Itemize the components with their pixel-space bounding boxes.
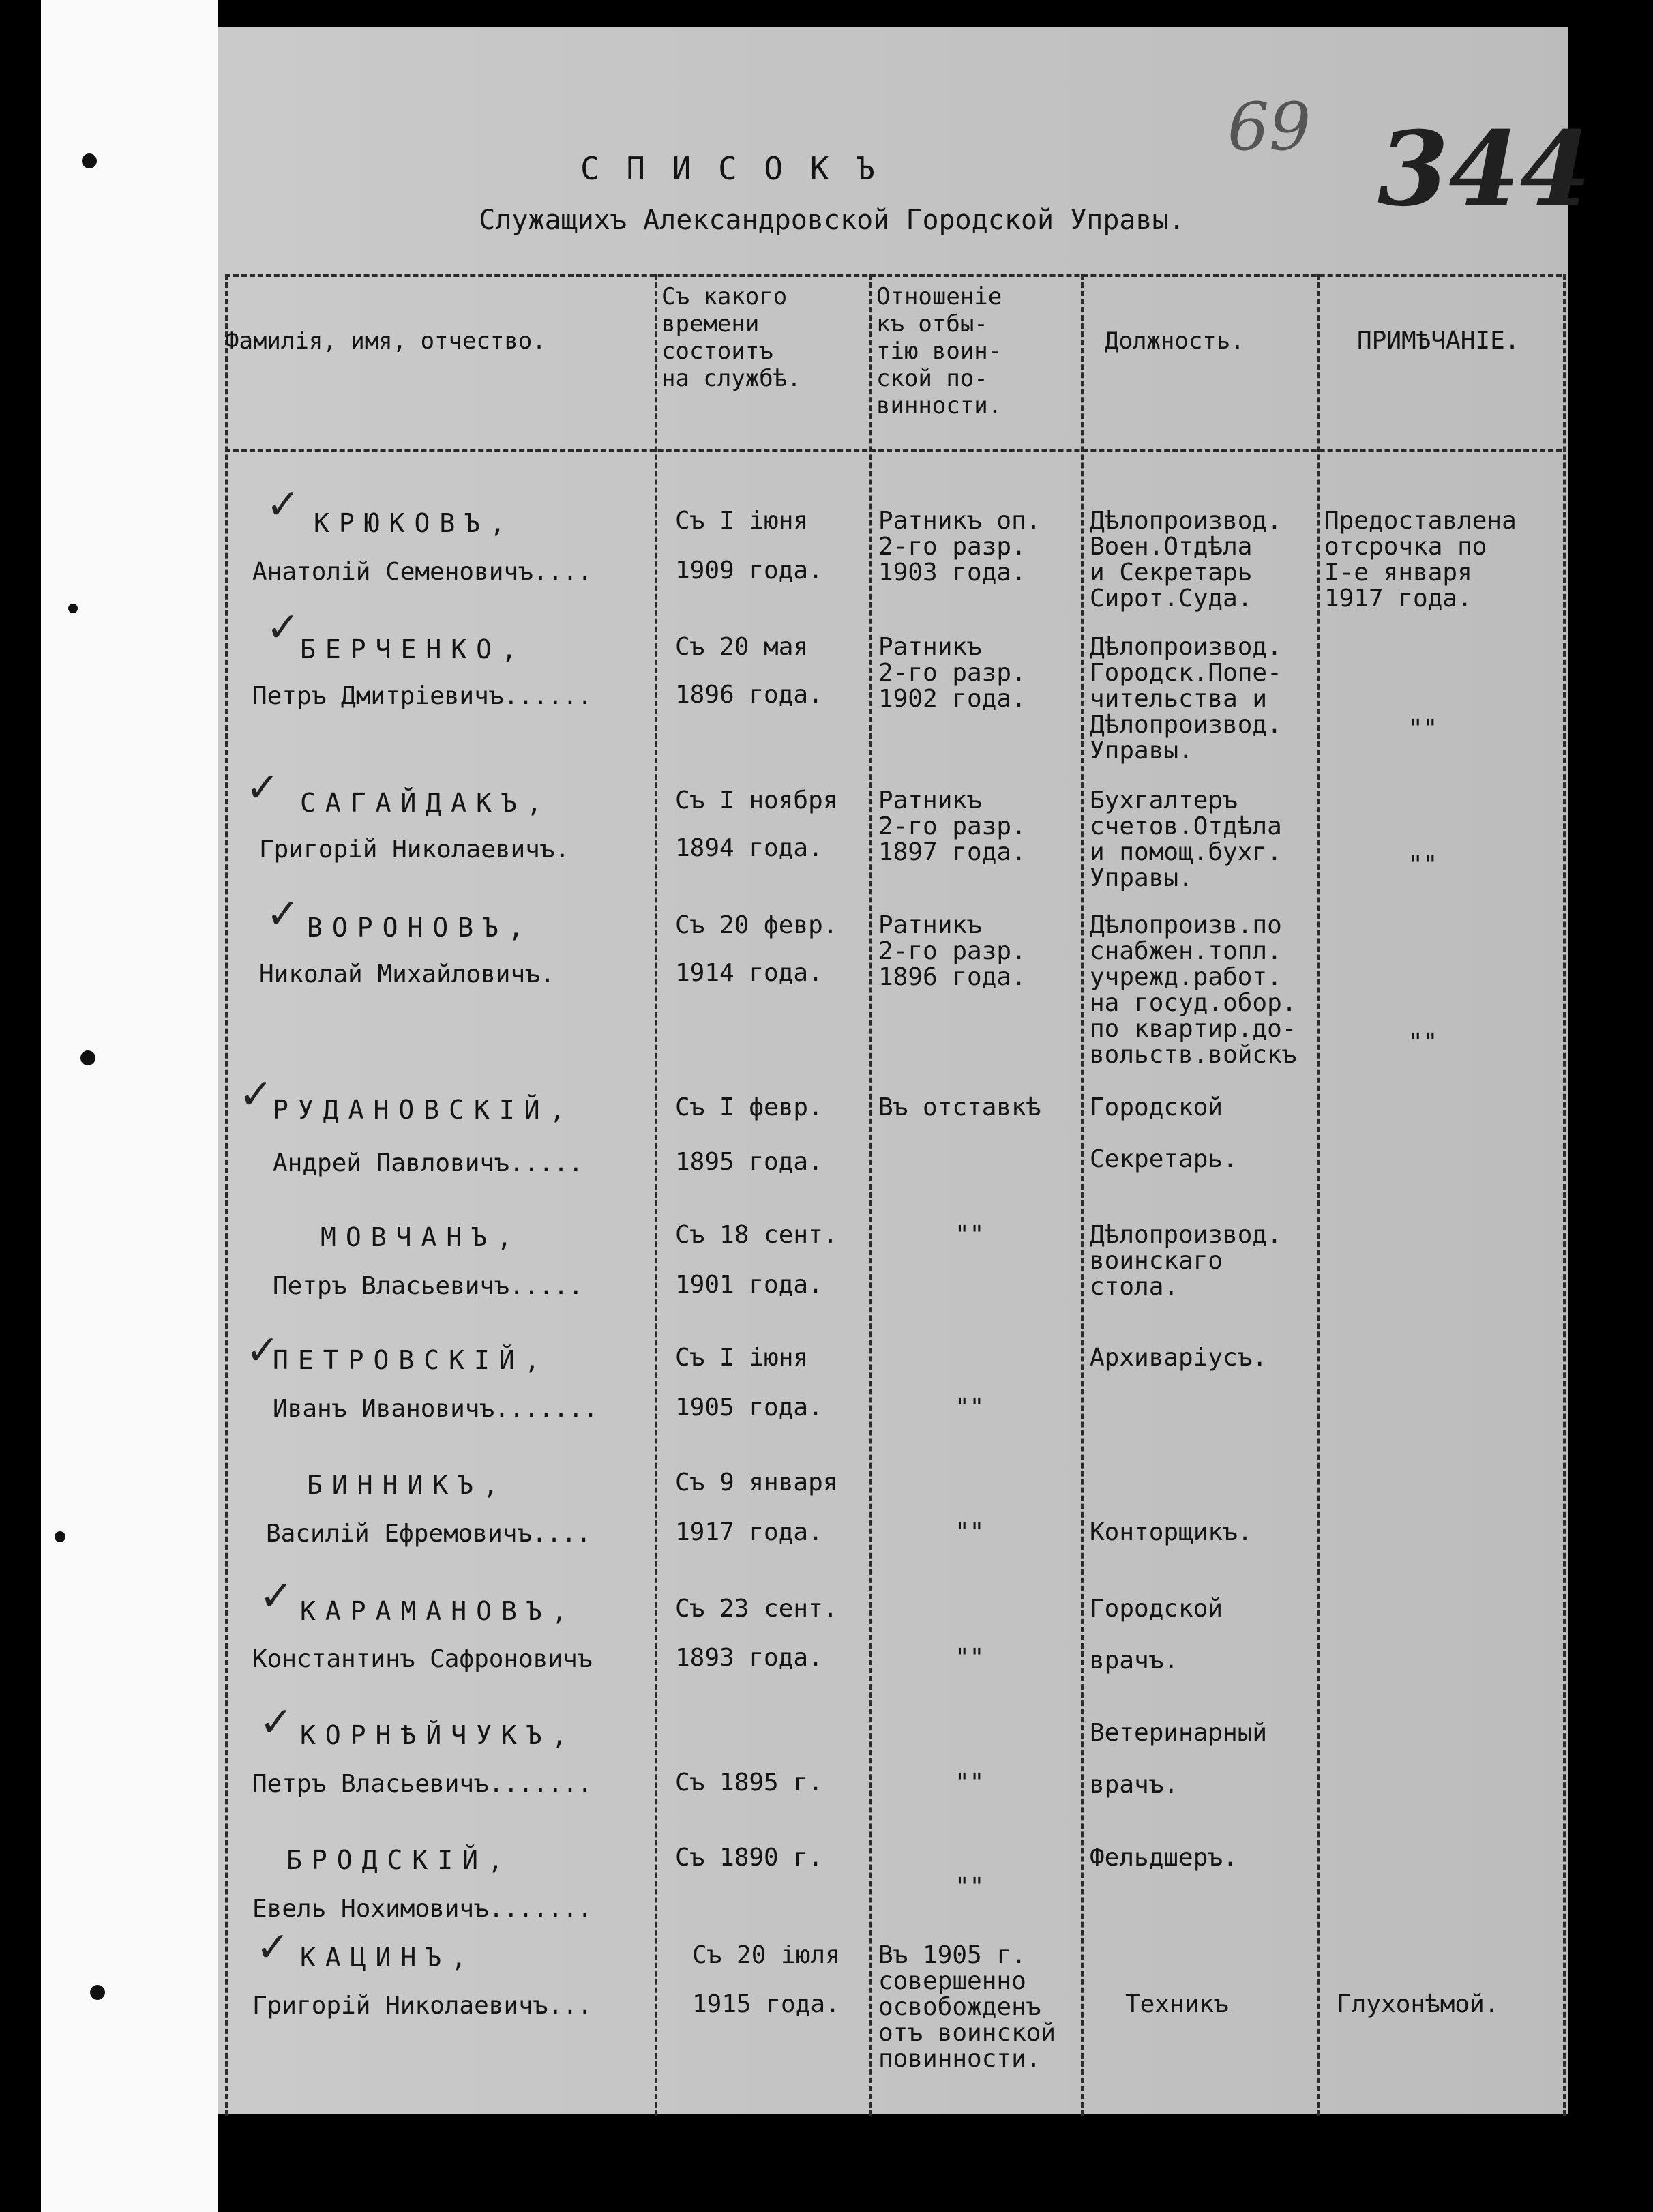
service-since-year: 1895 года. — [675, 1148, 823, 1176]
service-since: Съ 20 іюля — [692, 1941, 840, 1969]
employee-full-name: Евель Нохимовичъ....... — [252, 1895, 593, 1923]
service-since-year: 1905 года. — [675, 1393, 823, 1421]
military-duty: "" — [955, 1873, 985, 1901]
column-divider — [1081, 274, 1084, 2116]
checkmark-icon: ✓ — [245, 764, 280, 812]
note: "" — [1408, 851, 1438, 879]
header-name: Фамилія, имя, отчество. — [225, 327, 546, 355]
military-duty: Ратникъ 2-го разр. 1897 года. — [878, 786, 1026, 866]
employee-surname: МОВЧАНЪ, — [321, 1222, 522, 1252]
service-since: Съ 20 февр. — [675, 911, 838, 939]
military-duty: "" — [955, 1393, 985, 1421]
service-since-year: 1893 года. — [675, 1644, 823, 1672]
service-since-year: 1894 года. — [675, 834, 823, 862]
employee-full-name: Григорій Николаевичъ. — [259, 836, 570, 864]
employee-surname: БЕРЧЕНКО, — [300, 634, 526, 664]
punch-hole — [90, 1985, 105, 2000]
position: Техникъ — [1125, 1990, 1229, 2018]
service-since-year: 1909 года. — [675, 557, 823, 585]
table-header-divider — [225, 449, 1562, 452]
military-duty: "" — [955, 1769, 985, 1797]
employee-surname: ВОРОНОВЪ, — [307, 913, 533, 943]
employee-full-name: Иванъ Ивановичъ....... — [273, 1395, 598, 1423]
service-since: Съ I іюня — [675, 1344, 809, 1372]
position: Дѣлопроизв.по снабжен.топл. учрежд.работ. на госуд.обор. по квартир.до- вольств.войскъ — [1090, 911, 1297, 1069]
checkmark-icon: ✓ — [259, 1698, 294, 1746]
military-duty: "" — [955, 1221, 985, 1249]
military-duty: Въ 1905 г. совершенно освобожденъ отъ воинской повинности. — [878, 1941, 1056, 2073]
punch-hole — [68, 604, 78, 613]
position: Дѣлопроизвод. Городск.Попе- чительства и Дѣлопроизвод. Управы. — [1090, 633, 1282, 765]
service-since: Съ 1890 г. — [675, 1844, 823, 1872]
employee-full-name: Петръ Дмитріевичъ...... — [252, 682, 593, 710]
service-since-year: 1917 года. — [675, 1518, 823, 1546]
header-military-duty: Отношеніе къ отбы- тію воин- ской по- винности. — [876, 283, 1002, 419]
employee-surname: ПЕТРОВСКІЙ, — [273, 1345, 550, 1375]
employee-surname: САГАЙДАКЪ, — [300, 788, 552, 818]
service-since: Съ I ноября — [675, 786, 838, 814]
position: Фельдшеръ. — [1090, 1844, 1238, 1872]
checkmark-icon: ✓ — [266, 890, 301, 938]
position: Конторщикъ. — [1090, 1518, 1253, 1546]
service-since: Съ 9 января — [675, 1469, 838, 1496]
column-divider — [655, 274, 657, 2116]
service-since-year: 1914 года. — [675, 959, 823, 987]
punch-hole — [82, 153, 97, 168]
service-since-year: 1901 года. — [675, 1271, 823, 1299]
military-duty: Ратникъ 2-го разр. 1896 года. — [878, 911, 1026, 991]
employee-surname: РУДАНОВСКІЙ, — [273, 1095, 575, 1125]
document-page — [218, 27, 1592, 2114]
checkmark-icon: ✓ — [266, 481, 301, 529]
table-left-border — [225, 274, 228, 2116]
header-note: ПРИМѢЧАНІЕ. — [1357, 327, 1520, 355]
position: Бухгалтеръ счетов.Отдѣла и помощ.бухг. Управы. — [1090, 786, 1282, 892]
header-service-since: Съ какого времени состоитъ на службѣ. — [661, 283, 801, 392]
checkmark-icon: ✓ — [245, 1327, 280, 1374]
checkmark-icon: ✓ — [266, 604, 301, 651]
handwritten-page-number: 69 — [1227, 89, 1311, 165]
employee-surname: КРЮКОВЪ, — [314, 508, 516, 538]
employee-full-name: Константинъ Сафроновичъ — [252, 1645, 593, 1673]
military-duty: Ратникъ 2-го разр. 1902 года. — [878, 633, 1026, 713]
employee-full-name: Николай Михайловичъ. — [259, 960, 555, 988]
military-duty: "" — [955, 1644, 985, 1672]
note: "" — [1408, 715, 1438, 743]
table-top-border — [225, 274, 1562, 277]
employee-surname: КАРАМАНОВЪ, — [300, 1596, 577, 1626]
checkmark-icon: ✓ — [256, 1923, 291, 1971]
header-position: Должность. — [1105, 327, 1245, 355]
position: Дѣлопроизвод. Воен.Отдѣла и Секретарь Сирот.Суда. — [1090, 507, 1282, 613]
scan-margin — [41, 0, 218, 2212]
employee-full-name: Петръ Власьевичъ..... — [273, 1272, 584, 1300]
service-since-year: Съ 1895 г. — [675, 1769, 823, 1797]
checkmark-icon: ✓ — [259, 1572, 294, 1620]
military-duty: Въ отставкѣ — [878, 1093, 1041, 1121]
employee-surname: БИННИКЪ, — [307, 1470, 509, 1500]
position: Городской врачъ. — [1090, 1595, 1223, 1675]
service-since: Съ 18 сент. — [675, 1221, 838, 1249]
employee-surname: БРОДСКІЙ, — [286, 1845, 513, 1875]
service-since: Съ I февр. — [675, 1093, 823, 1121]
handwritten-sheet-number: 344 — [1378, 109, 1592, 229]
position: Ветеринарный врачъ. — [1090, 1719, 1268, 1799]
service-since: Съ 23 сент. — [675, 1595, 838, 1623]
service-since: Съ I іюня — [675, 507, 809, 535]
position: Архиваріусъ. — [1090, 1344, 1268, 1372]
punch-hole — [80, 1050, 95, 1065]
employee-surname: КОРНѢЙЧУКЪ, — [300, 1720, 577, 1750]
note: Глухонѣмой. — [1337, 1990, 1500, 2018]
military-duty: "" — [955, 1518, 985, 1546]
position: Городской Секретарь. — [1090, 1093, 1238, 1173]
employee-full-name: Анатолій Семеновичъ.... — [252, 558, 593, 586]
table-right-border — [1563, 274, 1566, 2116]
column-divider — [869, 274, 872, 2116]
document-title: С П И С О К Ъ — [580, 150, 880, 187]
employee-surname: КАЦИНЪ, — [300, 1943, 477, 1973]
column-divider — [1317, 274, 1320, 2116]
punch-hole — [55, 1531, 65, 1542]
employee-full-name: Василій Ефремовичъ.... — [266, 1520, 591, 1548]
document-subtitle: Служащихъ Александровской Городской Управы. — [479, 205, 1185, 236]
service-since-year: 1896 года. — [675, 681, 823, 709]
employee-full-name: Петръ Власьевичъ....... — [252, 1770, 593, 1798]
service-since-year: 1915 года. — [692, 1990, 840, 2018]
service-since: Съ 20 мая — [675, 633, 809, 661]
employee-full-name: Григорій Николаевичъ... — [252, 1992, 593, 2020]
note: Предоставлена отсрочка по I-е января 1917 года. — [1324, 507, 1517, 613]
employee-full-name: Андрей Павловичъ..... — [273, 1149, 584, 1177]
position: Дѣлопроизвод. воинскаго стола. — [1090, 1221, 1282, 1301]
military-duty: Ратникъ оп. 2-го разр. 1903 года. — [878, 507, 1041, 587]
checkmark-icon: ✓ — [239, 1071, 273, 1119]
note: "" — [1408, 1029, 1438, 1057]
